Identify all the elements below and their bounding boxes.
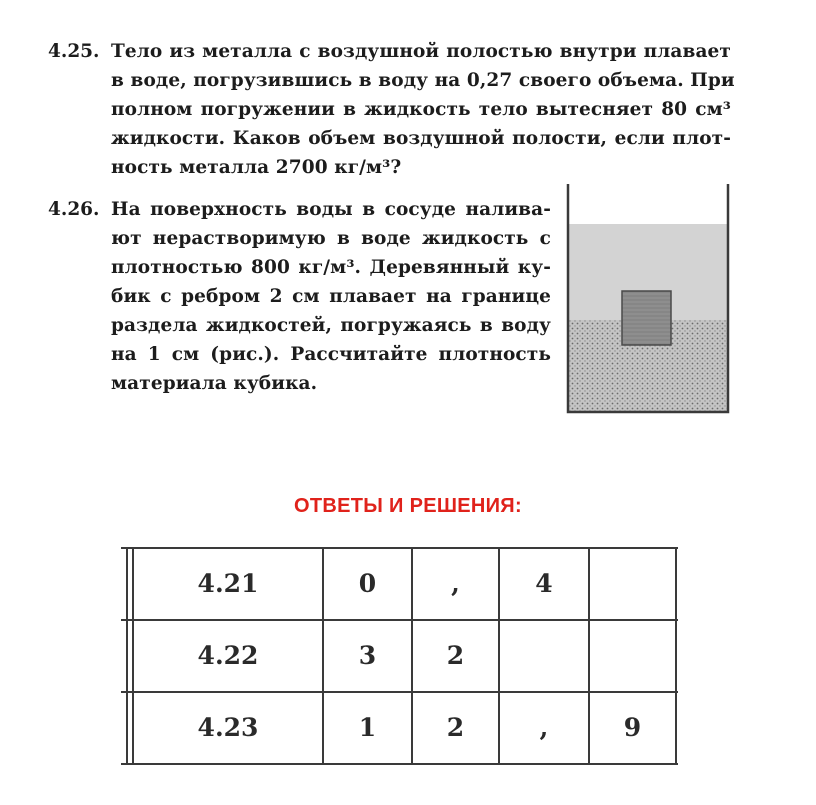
table-vline	[675, 547, 677, 765]
table-hline	[121, 763, 678, 765]
answers-title: ОТВЕТЫ И РЕШЕНИЯ:	[294, 495, 522, 517]
table-cell: 3	[358, 641, 377, 670]
problem-4-25-text	[111, 37, 735, 182]
table-cell: 0	[358, 569, 377, 598]
table-cell: 1	[358, 713, 377, 742]
table-row-id: 4.22	[197, 641, 259, 670]
problem-line: Тело из металла с воздушной полостью внутри плавает	[111, 41, 731, 62]
table-cell	[590, 549, 675, 619]
answers-table	[121, 547, 678, 765]
problem-4-26-number: 4.26.	[48, 199, 100, 220]
table-cell: ,	[451, 569, 460, 598]
problem-line: жидкости. Каков объем воздушной полости, если плот-	[111, 128, 731, 149]
vessel-figure	[566, 182, 730, 414]
problem-line: на 1 см (рис.). Рассчитайте плотность	[111, 344, 551, 365]
problem-4-25-number: 4.25.	[48, 41, 100, 62]
problem-line: бик с ребром 2 см плавает на границе	[111, 286, 551, 307]
table-cell	[500, 621, 588, 691]
table-vline	[126, 547, 128, 765]
table-cell	[590, 621, 675, 691]
problem-line: материала кубика.	[111, 373, 318, 394]
table-cell: 4	[535, 569, 553, 598]
problem-line: плотностью 800 кг/м³. Деревянный ку-	[111, 257, 551, 278]
table-cell: ,	[539, 713, 549, 742]
problem-line: в воде, погрузившись в воду на 0,27 своего объема. При	[111, 70, 735, 91]
table-row-id: 4.21	[197, 569, 259, 598]
problem-line: ность металла 2700 кг/м³?	[111, 157, 402, 178]
table-row-id: 4.23	[197, 713, 259, 742]
table-cell: 9	[623, 713, 642, 742]
problem-line: раздела жидкостей, погружаясь в воду	[111, 315, 551, 336]
problem-4-26-text	[111, 195, 551, 398]
table-cell: 2	[446, 641, 465, 670]
problem-line: На поверхность воды в сосуде налива-	[111, 199, 551, 220]
problem-line: ют нерастворимую в воде жидкость с	[111, 228, 551, 249]
problem-line: полном погружении в жидкость тело вытесняет 80 см³	[111, 99, 731, 120]
floating-cube	[622, 291, 671, 345]
table-cell: 2	[446, 713, 465, 742]
